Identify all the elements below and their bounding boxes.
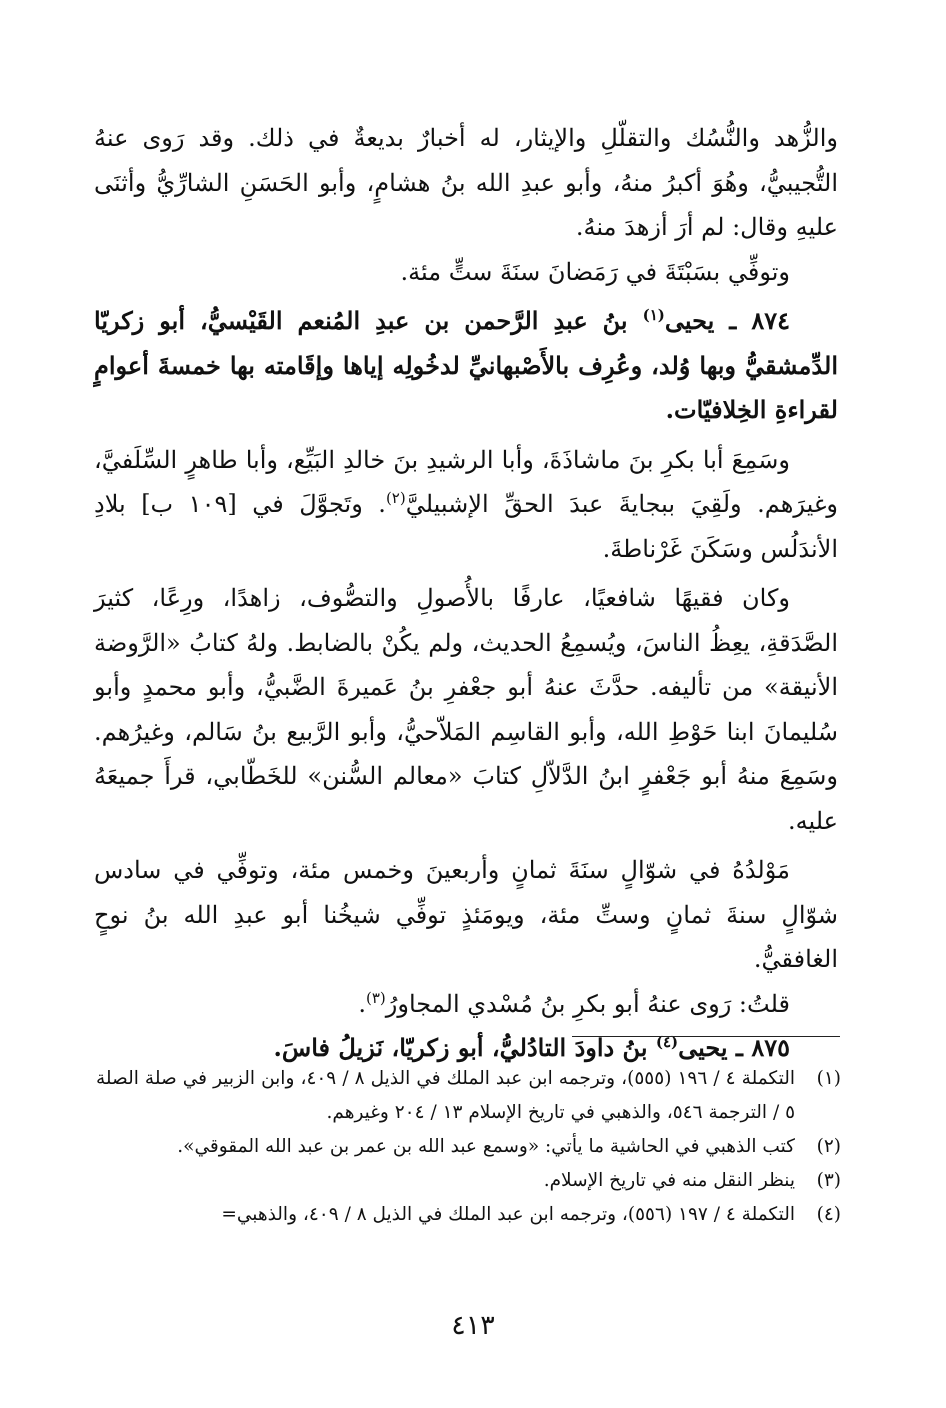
teachers-text: وسَمِعَ أبا بكرِ بنَ ماشاذَةَ، وأبا الرشيدِ بنَ خالدِ البَيِّع، وأبا طاهرٍ السِّلَفيَّ، وغيرَهم. ولَقِيَ ببجايةَ عبدَ الحقِّ الإشبيليَّ bbox=[94, 445, 839, 518]
travel-text: . وتَجوَّلَ في [١٠٩ ب] بلادِ الأندَلُس وسَكَنَ غَرْناطةَ. bbox=[94, 490, 838, 563]
footnote-divider bbox=[572, 1036, 840, 1037]
footnote-2 bbox=[96, 1130, 841, 1164]
paragraph-death-date: وتوفِّي بسَبْتَةَ في رَمَضانَ سنَةَ ستٍّ مئة. bbox=[400, 257, 790, 286]
footnote-4 bbox=[96, 1198, 841, 1232]
footnote-3 bbox=[96, 1164, 841, 1198]
entry-875-text: بنُ داودَ التادُليُّ، أبو زكريّا، نَزيلُ فاسَ. bbox=[273, 1033, 648, 1062]
paragraph-birth-death: مَوْلدُهُ في شوّالٍ سنَةَ ثمانٍ وأربعينَ وخمس مئة، وتوفِّي في سادس شوّالٍ سنةَ ثمانٍ وستِّ مئة، ويومَئذٍ توفِّي شيخُنا أبو عبدِ الله بنُ نوحٍ الغافقيُّ. bbox=[94, 856, 838, 973]
footnotes bbox=[96, 1062, 841, 1232]
footnote-text: كتب الذهبي في الحاشية ما يأتي: «وسمع عبد الله بن عمر بن عبد الله المقوقي». bbox=[177, 1136, 795, 1157]
footnote-text: التكملة ٤ / ١٩٦ (٥٥٥)، وترجمه ابن عبد الملك في الذيل ٨ / ٤٠٩، وابن الزبير في صلة الصلة ٥ / الترجمة ٥٤٦، والذهبي في تاريخ الإسلام ١٣ / ٢٠٤ وغيرهم. bbox=[96, 1068, 795, 1123]
entry-874-heading: ٨٧٤ ـ يحيى bbox=[664, 306, 790, 335]
footnote-text: التكملة ٤ / ١٩٧ (٥٥٦)، وترجمه ابن عبد الملك في الذيل ٨ / ٤٠٩، والذهبي= bbox=[221, 1204, 795, 1225]
footnote-text: ينظر النقل منه في تاريخ الإسلام. bbox=[543, 1170, 795, 1191]
paragraph-note bbox=[94, 982, 838, 1027]
paragraph-teachers bbox=[94, 438, 838, 572]
footnote-number: (٢) bbox=[816, 1136, 841, 1157]
page-number: ٤١٣ bbox=[451, 1310, 495, 1341]
footnote-1 bbox=[96, 1062, 841, 1130]
footnote-marker-3: (٣) bbox=[365, 988, 386, 1007]
footnote-marker-4: (٤) bbox=[655, 1033, 679, 1051]
footnote-number: (٤) bbox=[816, 1204, 841, 1225]
paragraph-scholarship: وكان فقيهًا شافعيًا، عارفًا بالأُصولِ والتصُّوف، زاهدًا، ورِعًا، كثيرَ الصَّدَقةِ، يعِظُ الناسَ، ويُسمِعُ الحديث، ولم يكُنْ بالضابط. ولهُ كتابُ «الرَّوضة الأنيقة» من تأليفه. حدَّثَ عنهُ أبو جعْفرِ بنُ عَميرةَ الضَّبيُّ، وأبو محمدٍ وأبو سُليمانَ ابنا حَوْطِ الله، وأبو القاسِم المَلاّحيُّ، وأبو الرَّبيع بنُ سَالم، وغيرُهم. وسَمِعَ منهُ أبو جَعْفرٍ ابنُ الدَّلاّلِ كتابَ «معالم السُّنن» للخَطّابي، قرأَ جميعَهُ عليه. bbox=[94, 584, 838, 835]
entry-874-text: بنُ عبدِ الرَّحمن بن عبدِ المُنعم القَيْسيُّ، أبو زكريّا الدِّمشقيُّ وبها وُلد، وعُرِف بالأَصْبهانيِّ لدخُولِه إياها وإقَامته بها خمسةَ أعوامٍ لقراءةِ الخِلافيّات. bbox=[94, 306, 838, 424]
paragraph-ascetic-praise: والزُّهد والنُّسُك والتقلّلِ والإيثار، له أخبارٌ بديعةٌ في ذلك. وقد رَوى عنهُ التُّجيبيُّ، وهُوَ أكبرُ منهُ، وأبو عبدِ الله بنُ هشامٍ، وأبو الحَسَنِ الشارِّيُّ وأثنَى عليهِ وقال: لم أرَ أزهدَ منهُ. bbox=[94, 124, 838, 241]
footnote-marker-1: (١) bbox=[642, 306, 665, 324]
footnote-number: (١) bbox=[816, 1068, 841, 1089]
entry-875-heading: ٨٧٥ ـ يحيى bbox=[678, 1033, 790, 1062]
entry-874 bbox=[94, 299, 838, 433]
note-text: قلتُ: رَوى عنهُ أبو بكرِ بنُ مُسْدي المجاورُ bbox=[385, 989, 790, 1018]
note-end: . bbox=[358, 989, 366, 1018]
footnote-number: (٣) bbox=[816, 1170, 841, 1191]
footnote-marker-2: (٢) bbox=[385, 489, 406, 507]
main-text bbox=[94, 116, 838, 1071]
